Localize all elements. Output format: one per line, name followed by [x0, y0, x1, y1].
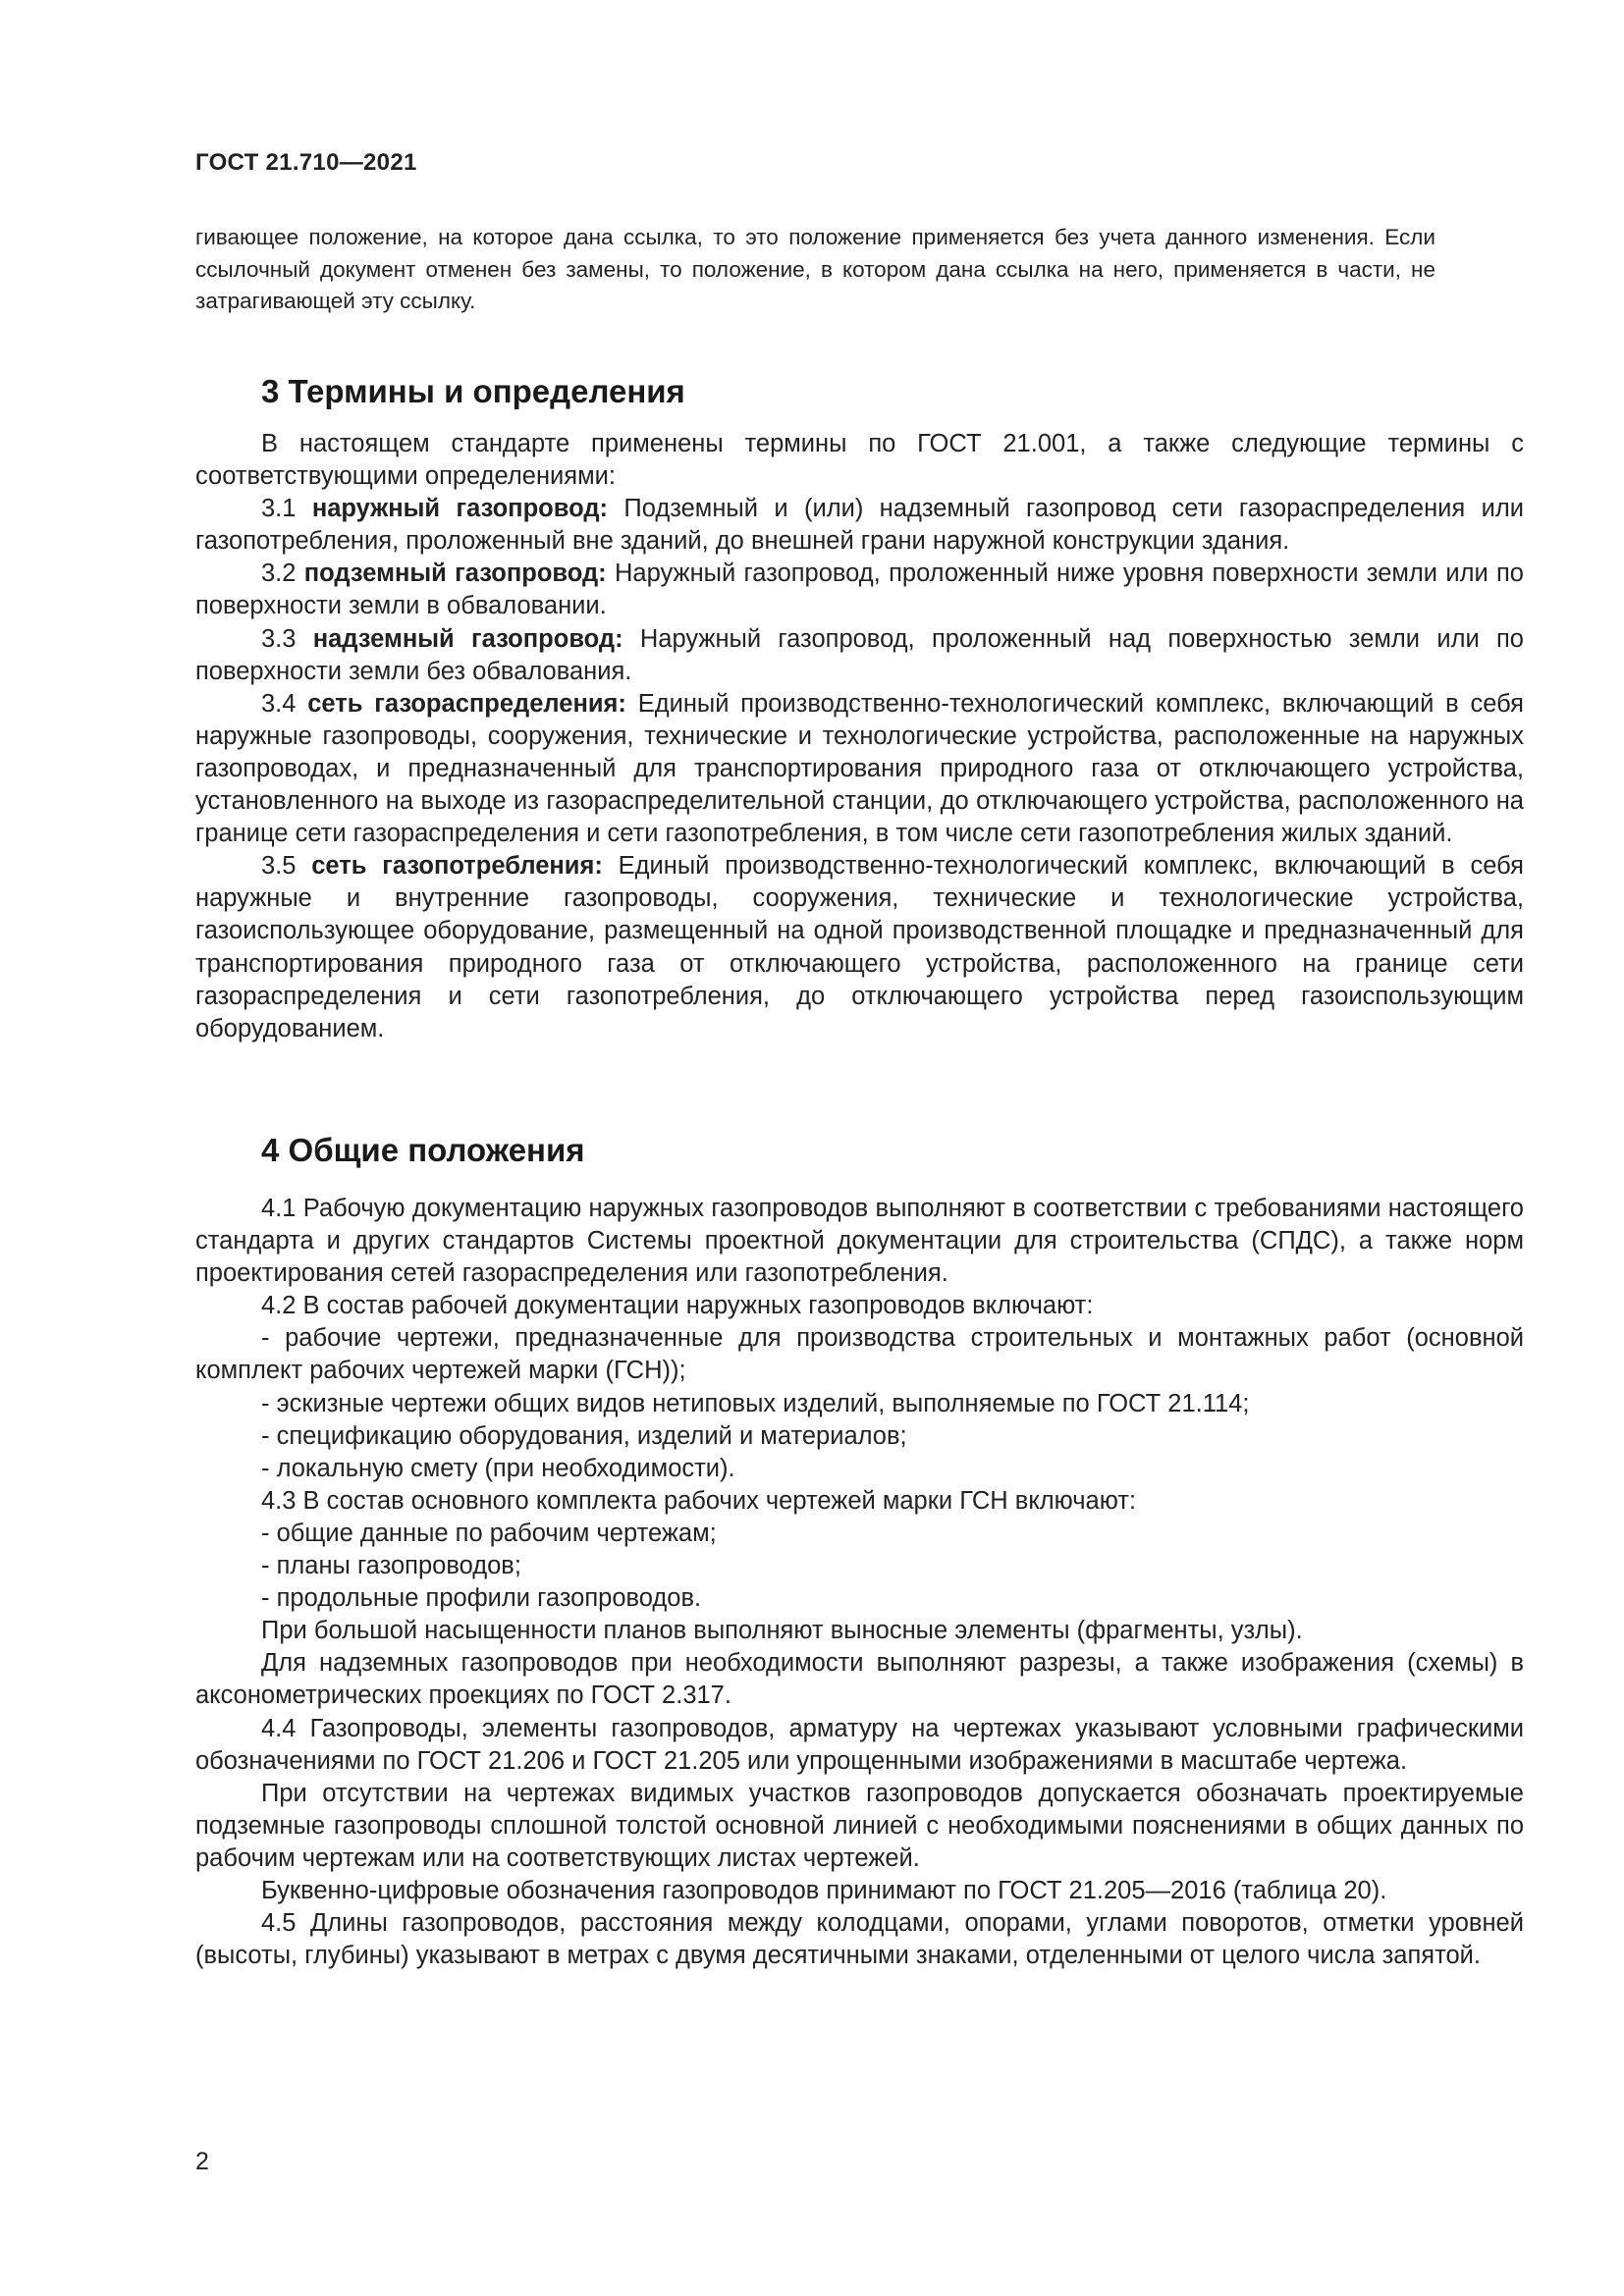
term-definition [195, 558, 1524, 622]
term-number: 3.3 [261, 624, 297, 653]
section-heading-terms: 3 Термины и определения [261, 373, 685, 409]
term-text: Подземный и (или) надземный газопровод сети газораспределения или газопотребления, проложенный вне зданий, до внешней грани наружной конструкции здания. [195, 495, 1524, 556]
term-name: наружный газопровод: [311, 495, 608, 523]
list-item: - общие данные по рабочим чертежам; [261, 1519, 717, 1547]
term-text: Наружный газопровод, проложенный над поверхностью земли или по поверхности земли без обвалования. [195, 624, 1524, 685]
term-definition [195, 688, 1524, 850]
term-name: сеть газораспределения: [307, 689, 626, 718]
term-text: Наружный газопровод, проложенный ниже уровня поверхности земли или по поверхности земли в обваловании. [195, 560, 1524, 620]
term-name: надземный газопровод: [312, 624, 623, 653]
body-paragraph: Для надземных газопроводов при необходимости выполняют разрезы, а также изображения (схемы) в аксонометрических проекциях по ГОСТ 2.317. [195, 1649, 1524, 1710]
terms-intro-paragraph: В настоящем стандарте применены термины по ГОСТ 21.001, а также следующие термины с соответствующими определениями: [195, 430, 1524, 491]
list-item: - продольные профили газопроводов. [261, 1584, 702, 1613]
body-paragraph: 4.4 Газопроводы, элементы газопроводов, арматуру на чертежах указывают условными графическими обозначениями по ГОСТ 21.206 и ГОСТ 21.205 или упрощенными изображениями в масштабе чертежа. [195, 1714, 1524, 1775]
list-item: - эскизные чертежи общих видов нетиповых изделий, выполняемые по ГОСТ 21.114; [261, 1389, 1250, 1417]
term-number: 3.2 [261, 560, 297, 588]
term-name: подземный газопровод: [303, 560, 607, 588]
document-id-header: ГОСТ 21.710—2021 [195, 149, 417, 176]
term-text: Единый производственно-технологический комплекс, включающий в себя наружные газопроводы, сооружения, технические и технологические устройства, расположенные на наружных газопроводах, и предназначенный для транспортирования природного газа от отключающего устройства, установленного на выходе из газораспределительной станции, до отключающего устройства, расположенного на границе сети газораспределения и сети газопотребления, в том числе сети газопотребления жилых зданий. [195, 689, 1524, 848]
continuation-paragraph: гивающее положение, на которое дана ссылка, то это положение применяется без учета данного изменения. Если ссылочный документ отменен без замены, то положение, в котором дана ссылка на него, применяется в части, не затрагивающей эту ссылку. [195, 225, 1435, 313]
section-heading-general: 4 Общие положения [261, 1132, 585, 1168]
section-general-body [195, 1193, 1524, 1972]
body-paragraph: При отсутствии на чертежах видимых участков газопроводов допускается обозначать проектируемые подземные газопроводы сплошной толстой основной линией с необходимыми пояснениями в общих данных по рабочим чертежам или на соответствующих листах чертежей. [195, 1779, 1524, 1872]
body-paragraph: При большой насыщенности планов выполняют выносные элементы (фрагменты, узлы). [261, 1617, 1303, 1645]
body-paragraph: 4.2 В состав рабочей документации наружных газопроводов включают: [261, 1292, 1094, 1320]
term-definition [195, 850, 1524, 1045]
body-paragraph: 4.3 В состав основного комплекта рабочих чертежей марки ГСН включают: [261, 1486, 1137, 1515]
term-definition [195, 623, 1524, 688]
page-number: 2 [195, 2148, 209, 2175]
section-terms-body [195, 428, 1524, 1045]
term-number: 3.1 [261, 495, 297, 523]
list-item: - рабочие чертежи, предназначенные для производства строительных и монтажных работ (основной комплект рабочих чертежей марки (ГСН)); [195, 1324, 1524, 1385]
body-paragraph: 4.5 Длины газопроводов, расстояния между колодцами, опорами, углами поворотов, отметки уровней (высоты, глубины) указывают в метрах с двумя десятичными знаками, отделенными от целого числа запятой. [195, 1909, 1524, 1970]
list-item: - спецификацию оборудования, изделий и материалов; [261, 1421, 907, 1450]
list-item: - локальную смету (при необходимости). [261, 1454, 735, 1482]
body-paragraph: Буквенно-цифровые обозначения газопроводов принимают по ГОСТ 21.205—2016 (таблица 20). [261, 1876, 1387, 1904]
term-name: сеть газопотребления: [311, 852, 603, 881]
list-item: - планы газопроводов; [261, 1552, 521, 1580]
term-text: Единый производственно-технологический комплекс, включающий в себя наружные и внутренние газопроводы, сооружения, технические и технологические устройства, газоиспользующее оборудование, размещенный на одной производственной площадке и предназначенный для транспортирования природного газа от отключающего устройства, расположенного на границе сети газораспределения и сети газопотребления, до отключающего устройства перед газоиспользующим оборудованием. [195, 852, 1524, 1042]
term-definition [195, 493, 1524, 558]
term-number: 3.5 [261, 852, 297, 881]
term-number: 3.4 [261, 689, 297, 718]
body-paragraph: 4.1 Рабочую документацию наружных газопроводов выполняют в соответствии с требованиями настоящего стандарта и других стандартов Системы проектной документации для строительства (СПДС), а также норм проектирования сетей газораспределения или газопотребления. [195, 1195, 1524, 1288]
